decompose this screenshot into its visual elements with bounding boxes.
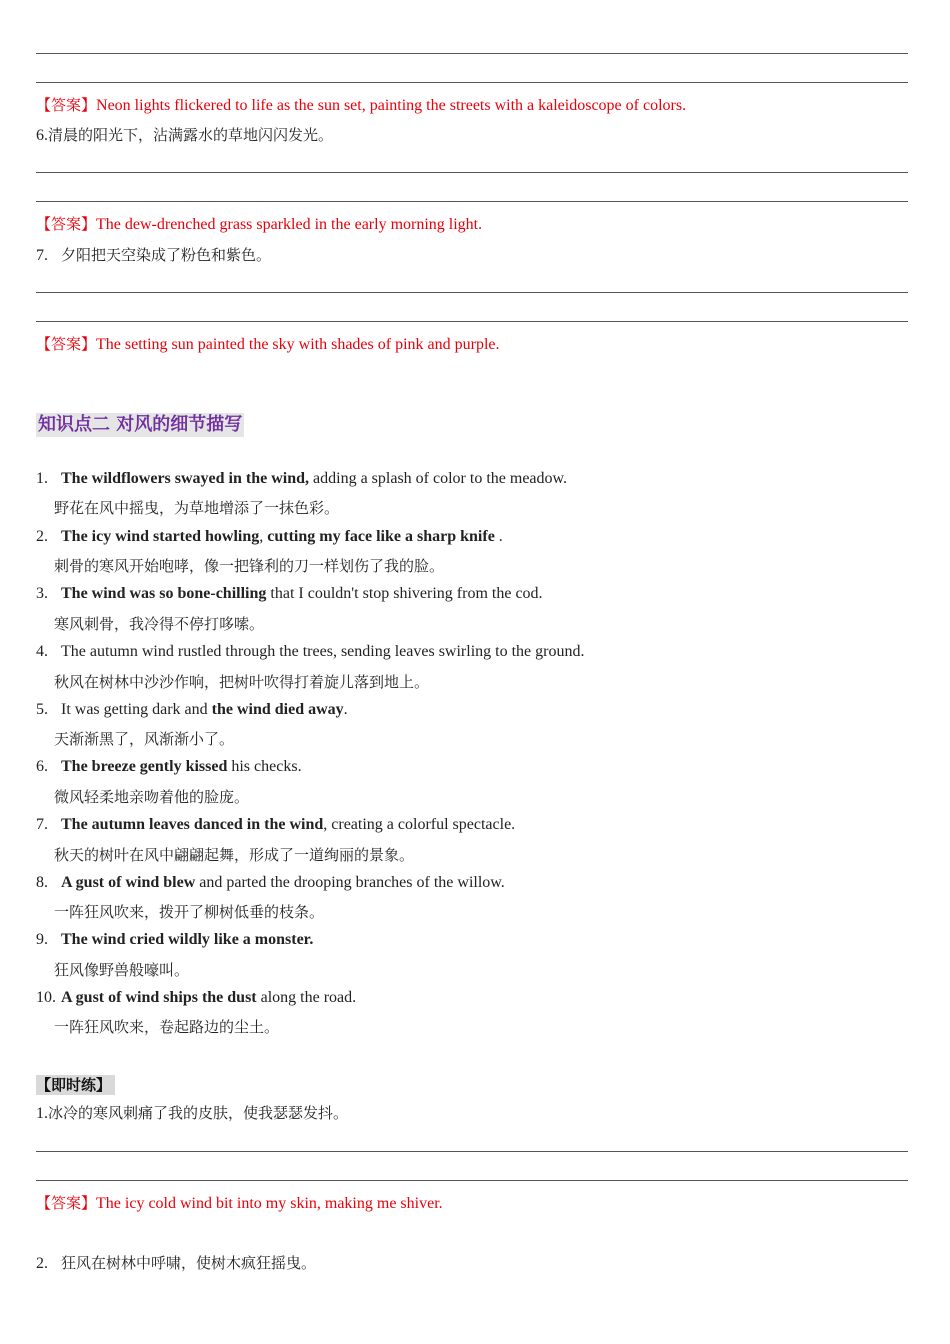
example-number: 4. (36, 643, 48, 660)
question-number: 7. (36, 247, 48, 264)
example-translation: 微风轻柔地亲吻着他的脸庞。 (54, 788, 250, 806)
answer-line (36, 82, 908, 83)
answer-label: 【答案】 (36, 1194, 97, 1212)
answer-text: The icy cold wind bit into my skin, making me shiver. (96, 1195, 443, 1212)
example-5 (36, 700, 348, 720)
practice-question-1 (36, 1103, 348, 1124)
example-translation: 狂风像野兽般嚎叫。 (54, 961, 190, 979)
question-number: 1. (36, 1105, 48, 1122)
answer-text: The dew-drenched grass sparkled in the early morning light. (96, 216, 483, 233)
section-heading: 知识点二 对风的细节描写 (38, 414, 243, 435)
answer-line (36, 321, 908, 322)
answer-text: Neon lights flickered to life as the sun set, painting the streets with a kaleidoscope of colors. (96, 97, 687, 114)
question-number: 6. (36, 127, 48, 144)
example-rest: . (343, 701, 348, 718)
example-bold: The wind was so bone-chilling (61, 585, 267, 602)
example-number: 9. (36, 931, 48, 948)
example-rest: adding a splash of color to the meadow. (309, 470, 568, 487)
example-translation: 寒风刺骨，我冷得不停打哆嗦。 (54, 615, 265, 633)
example-2 (36, 527, 503, 547)
example-translation: 野花在风中摇曳，为草地增添了一抹色彩。 (54, 499, 340, 517)
example-translation: 刺骨的寒风开始咆哮，像一把锋利的刀一样划伤了我的脸。 (54, 557, 445, 575)
example-bold: The breeze gently kissed (61, 758, 228, 775)
answer-line (36, 201, 908, 202)
answer-line (36, 292, 908, 293)
question-number: 2. (36, 1255, 48, 1272)
example-rest: , creating a colorful spectacle. (323, 816, 516, 833)
example-10 (36, 988, 356, 1008)
example-bold: The wildflowers swayed in the wind, (61, 470, 310, 487)
example-8 (36, 873, 505, 893)
example-number: 6. (36, 758, 48, 775)
practice-answer-1 (36, 1193, 443, 1214)
example-number: 2. (36, 528, 48, 545)
answer-label: 【答案】 (36, 215, 97, 233)
question-text: 狂风在树林中呼啸，使树木疯狂摇曳。 (61, 1254, 317, 1272)
example-bold: A gust of wind blew (61, 874, 196, 891)
example-bold: A gust of wind ships the dust (61, 989, 257, 1006)
example-rest: his checks. (227, 758, 302, 775)
question-7 (36, 245, 271, 266)
example-7 (36, 815, 515, 835)
example-text: The autumn wind rustled through the trees, sending leaves swirling to the ground. (61, 643, 585, 660)
example-translation: 天渐渐黑了，风渐渐小了。 (54, 730, 235, 748)
answer-6 (36, 214, 482, 235)
answer-line (36, 1180, 908, 1181)
answer-5 (36, 95, 686, 116)
question-text: 夕阳把天空染成了粉色和紫色。 (61, 246, 272, 264)
example-bold: The autumn leaves danced in the wind (61, 816, 324, 833)
example-bold: the wind died away (211, 701, 344, 718)
example-translation: 秋天的树叶在风中翩翩起舞，形成了一道绚丽的景象。 (54, 846, 415, 864)
example-number: 10. (36, 989, 56, 1006)
question-6 (36, 125, 333, 146)
example-rest: that I couldn't stop shivering from the cod. (266, 585, 543, 602)
example-number: 8. (36, 874, 48, 891)
practice-label: 【即时练】 (36, 1075, 115, 1095)
example-separator: , (259, 528, 268, 545)
answer-label: 【答案】 (36, 335, 97, 353)
answer-line (36, 53, 908, 54)
example-number: 7. (36, 816, 48, 833)
example-rest: along the road. (256, 989, 357, 1006)
answer-label: 【答案】 (36, 96, 97, 114)
example-1 (36, 469, 567, 489)
example-bold: The wind cried wildly like a monster. (61, 931, 314, 948)
question-text: 清晨的阳光下，沾满露水的草地闪闪发光。 (48, 126, 334, 144)
answer-line (36, 1151, 908, 1152)
example-translation: 一阵狂风吹来，拨开了柳树低垂的枝条。 (54, 903, 325, 921)
example-bold: The icy wind started howling (61, 528, 260, 545)
example-pre: It was getting dark and (61, 701, 212, 718)
answer-line (36, 172, 908, 173)
example-number: 3. (36, 585, 48, 602)
answer-7 (36, 334, 500, 355)
example-number: 5. (36, 701, 48, 718)
example-3 (36, 584, 543, 604)
example-4 (36, 642, 584, 662)
example-translation: 秋风在树林中沙沙作响，把树叶吹得打着旋儿落到地上。 (54, 673, 430, 691)
example-rest: and parted the drooping branches of the willow. (195, 874, 505, 891)
example-number: 1. (36, 470, 48, 487)
example-rest: . (494, 528, 503, 545)
question-text: 冰冷的寒风刺痛了我的皮肤，使我瑟瑟发抖。 (48, 1104, 349, 1122)
example-bold-2: cutting my face like a sharp knife (267, 528, 495, 545)
example-6 (36, 757, 302, 777)
example-9 (36, 930, 313, 950)
example-translation: 一阵狂风吹来，卷起路边的尘土。 (54, 1018, 280, 1036)
answer-text: The setting sun painted the sky with shades of pink and purple. (96, 336, 500, 353)
practice-question-2 (36, 1253, 316, 1274)
